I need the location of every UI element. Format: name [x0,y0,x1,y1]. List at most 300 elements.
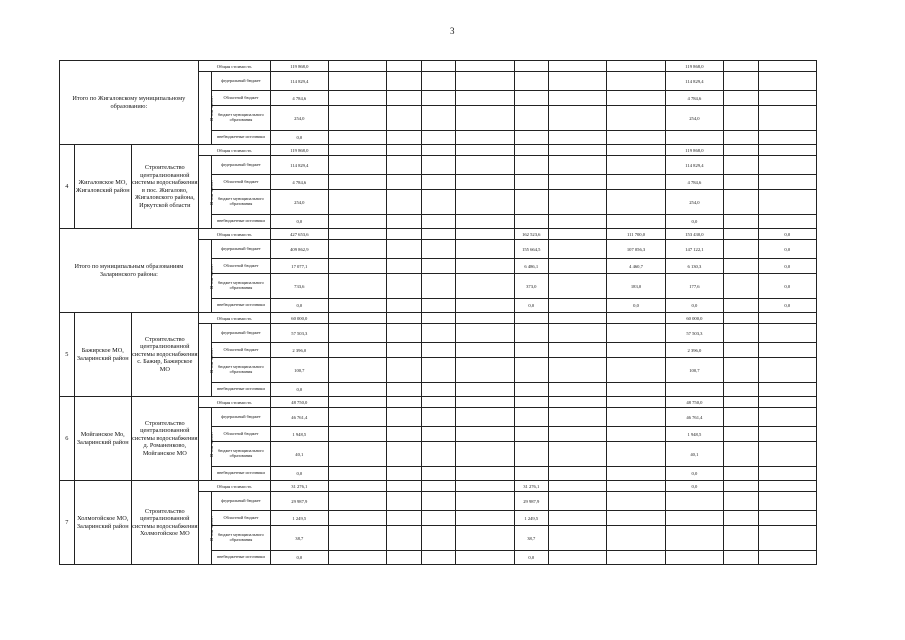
value-cell [514,215,548,229]
value-cell [421,397,455,408]
value-cell: 4 460,7 [607,259,665,274]
item-object-name: Строительство централизованной системы водоснабжения с. Бажир, Бажирское МО [131,313,198,397]
value-cell [758,175,817,190]
value-cell [607,190,665,215]
value-cell [548,442,606,467]
value-cell [329,299,387,313]
value-cell [387,397,421,408]
value-cell [387,259,421,274]
value-cell [724,229,758,240]
value-cell [456,343,514,358]
value-cell [421,72,455,91]
value-cell [421,175,455,190]
value-cell: 114 829,4 [270,72,328,91]
value-cell [607,313,665,324]
value-cell [758,156,817,175]
value-cell [456,259,514,274]
value-cell: 0,0 [665,299,723,313]
value-cell [387,313,421,324]
value-cell: 29 987,9 [270,492,328,511]
value-cell [758,442,817,467]
value-cell: 1 249,5 [270,511,328,526]
value-cell [421,91,455,106]
value-cell [329,145,387,156]
value-cell [387,299,421,313]
source-label: бюджет муниципального образования [212,274,270,299]
value-cell [329,215,387,229]
value-cell [456,427,514,442]
value-cell [758,383,817,397]
value-cell [329,397,387,408]
value-cell [724,61,758,72]
value-cell [548,467,606,481]
value-cell [514,397,548,408]
value-cell [387,145,421,156]
value-cell [724,551,758,565]
value-cell [421,215,455,229]
value-cell [724,442,758,467]
value-cell [724,408,758,427]
value-cell: 0,0 [758,274,817,299]
value-cell [724,313,758,324]
value-cell [724,299,758,313]
value-cell [456,492,514,511]
value-cell [724,91,758,106]
value-cell: 119 868,0 [270,61,328,72]
value-cell: 48 750,0 [270,397,328,408]
in-total-label-text: В том числе: [208,95,214,121]
value-cell [607,526,665,551]
value-cell: 0,0 [270,215,328,229]
value-cell [724,397,758,408]
value-cell [724,511,758,526]
value-cell [758,131,817,145]
value-cell [607,156,665,175]
value-cell: 0,0 [665,481,723,492]
value-cell [329,492,387,511]
item-number: 6 [60,397,75,481]
item-object-name: Строительство централизованной системы водоснабжения д. Романенково, Мойганское МО [131,397,198,481]
value-cell: 153 430,0 [665,229,723,240]
value-cell [456,467,514,481]
value-cell [329,61,387,72]
value-cell [387,106,421,131]
value-cell [607,215,665,229]
in-total-label [198,408,212,481]
value-cell [724,358,758,383]
value-cell [329,313,387,324]
value-cell [758,215,817,229]
value-cell [329,343,387,358]
value-cell [607,511,665,526]
value-cell [329,442,387,467]
value-cell [456,91,514,106]
value-cell [758,106,817,131]
table-body [60,61,817,565]
source-label: федеральный бюджет [212,240,270,259]
value-cell [548,229,606,240]
value-cell [387,72,421,91]
value-cell: 155 664,5 [514,240,548,259]
value-cell [329,526,387,551]
value-cell [421,106,455,131]
value-cell [456,526,514,551]
value-cell [329,72,387,91]
value-cell [456,145,514,156]
source-label: федеральный бюджет [212,156,270,175]
value-cell [758,492,817,511]
value-cell [387,408,421,427]
value-cell [514,358,548,383]
value-cell [421,408,455,427]
value-cell [607,442,665,467]
value-cell [665,131,723,145]
value-cell [514,383,548,397]
value-cell [387,442,421,467]
source-label: бюджет муниципального образования [212,106,270,131]
value-cell [665,492,723,511]
value-cell [758,397,817,408]
value-cell [387,175,421,190]
value-cell [607,72,665,91]
value-cell [548,526,606,551]
value-cell [329,240,387,259]
value-cell [329,551,387,565]
value-cell: 254,0 [665,106,723,131]
value-cell: 1 948,5 [270,427,328,442]
value-cell [758,358,817,383]
value-cell [421,343,455,358]
value-cell [724,343,758,358]
value-cell [456,324,514,343]
source-label: бюджет муниципального образования [212,358,270,383]
value-cell: 40,1 [665,442,723,467]
value-cell [329,229,387,240]
value-cell [514,156,548,175]
value-cell [724,106,758,131]
value-cell [387,343,421,358]
value-cell [421,427,455,442]
value-cell [548,240,606,259]
total-cost-label: Общая стоимость [198,61,270,72]
value-cell [607,61,665,72]
table-row [60,61,817,72]
total-cost-label: Общая стоимость [198,145,270,156]
value-cell [548,324,606,343]
table-row [60,145,817,156]
value-cell: 0,0 [270,467,328,481]
source-label: внебюджетные источники [212,551,270,565]
value-cell [387,131,421,145]
value-cell: 4 784,6 [665,175,723,190]
value-cell [514,175,548,190]
value-cell [329,383,387,397]
value-cell [758,324,817,343]
value-cell [329,175,387,190]
value-cell [456,358,514,383]
value-cell [514,442,548,467]
value-cell [724,324,758,343]
value-cell [758,91,817,106]
value-cell: 29 987,9 [514,492,548,511]
value-cell: 46 761,4 [270,408,328,427]
in-total-label [198,156,212,229]
source-label: Областной бюджет [212,91,270,106]
value-cell [514,131,548,145]
value-cell: 119 868,0 [270,145,328,156]
value-cell [724,131,758,145]
value-cell [456,313,514,324]
value-cell [758,61,817,72]
value-cell: 4 784,6 [270,175,328,190]
value-cell [456,397,514,408]
value-cell [724,145,758,156]
value-cell [329,481,387,492]
value-cell [421,156,455,175]
value-cell: 107 056,3 [607,240,665,259]
value-cell [724,240,758,259]
value-cell [548,383,606,397]
value-cell [548,61,606,72]
value-cell [421,551,455,565]
value-cell: 31 276,1 [514,481,548,492]
value-cell [456,442,514,467]
value-cell [724,427,758,442]
value-cell [758,313,817,324]
value-cell [329,156,387,175]
value-cell: 0,0 [270,551,328,565]
in-total-label [198,240,212,313]
value-cell [421,324,455,343]
value-cell [387,190,421,215]
value-cell: 46 761,4 [665,408,723,427]
item-number: 4 [60,145,75,229]
source-label: Областной бюджет [212,427,270,442]
value-cell: 1 948,5 [665,427,723,442]
value-cell [724,259,758,274]
item-municipality: Мойганское Мо, Заларинский район [74,397,131,481]
value-cell: 119 868,0 [665,61,723,72]
value-cell [724,175,758,190]
item-municipality: Бажирское МО, Заларинский район [74,313,131,397]
value-cell [387,526,421,551]
value-cell [548,91,606,106]
value-cell [607,145,665,156]
source-label: федеральный бюджет [212,408,270,427]
value-cell [607,91,665,106]
value-cell [329,190,387,215]
value-cell [456,156,514,175]
value-cell [456,274,514,299]
value-cell: 57 503,3 [665,324,723,343]
item-object-name: Строительство централизованной системы водоснабжения в пос. Жигалово, Жигаловского района, Иркутской области [131,145,198,229]
value-cell [758,408,817,427]
value-cell [758,467,817,481]
value-cell [607,131,665,145]
value-cell: 427 653,6 [270,229,328,240]
value-cell [456,240,514,259]
value-cell [548,175,606,190]
value-cell [548,481,606,492]
value-cell [548,72,606,91]
value-cell [329,324,387,343]
value-cell: 2 396,0 [270,343,328,358]
item-number: 5 [60,313,75,397]
value-cell: 183,0 [607,274,665,299]
value-cell [758,427,817,442]
value-cell [607,106,665,131]
value-cell [329,408,387,427]
value-cell [421,313,455,324]
value-cell [724,215,758,229]
value-cell [421,383,455,397]
value-cell [387,274,421,299]
in-total-label [198,72,212,145]
value-cell: 0,0 [270,131,328,145]
value-cell: 254,0 [665,190,723,215]
value-cell [387,229,421,240]
value-cell [548,492,606,511]
value-cell [387,156,421,175]
value-cell [724,156,758,175]
value-cell: 733,6 [270,274,328,299]
value-cell [456,408,514,427]
table-row [60,229,817,240]
value-cell [607,408,665,427]
value-cell [548,313,606,324]
value-cell [548,259,606,274]
total-cost-label: Общая стоимость [198,313,270,324]
item-object-name: Строительство централизованной системы водоснабжения Холмогойское МО [131,481,198,565]
value-cell [514,313,548,324]
source-label: бюджет муниципального образования [212,442,270,467]
value-cell [724,274,758,299]
value-cell [387,383,421,397]
value-cell [514,467,548,481]
value-cell [607,427,665,442]
value-cell [387,61,421,72]
value-cell [329,358,387,383]
value-cell: 114 829,4 [665,156,723,175]
value-cell [548,156,606,175]
in-total-label [198,492,212,565]
value-cell [607,343,665,358]
value-cell: 38,7 [514,526,548,551]
value-cell [665,551,723,565]
value-cell [387,240,421,259]
value-cell: 100,7 [665,358,723,383]
value-cell: 409 862,9 [270,240,328,259]
value-cell [387,324,421,343]
value-cell [548,106,606,131]
value-cell [665,526,723,551]
value-cell [456,383,514,397]
value-cell: 1 249,5 [514,511,548,526]
value-cell [607,397,665,408]
value-cell: 60 000,0 [665,313,723,324]
value-cell [514,190,548,215]
value-cell [456,229,514,240]
value-cell: 40,1 [270,442,328,467]
value-cell [758,551,817,565]
value-cell [548,190,606,215]
value-cell [724,72,758,91]
value-cell [548,511,606,526]
value-cell [387,467,421,481]
value-cell: 48 750,0 [665,397,723,408]
value-cell: 2 396,0 [665,343,723,358]
value-cell [329,274,387,299]
value-cell [724,383,758,397]
source-label: внебюджетные источники [212,383,270,397]
total-cost-label: Общая стоимость [198,229,270,240]
value-cell [607,467,665,481]
value-cell [724,467,758,481]
value-cell [724,190,758,215]
source-label: внебюджетные источники [212,131,270,145]
item-number: 7 [60,481,75,565]
value-cell [456,106,514,131]
value-cell [421,358,455,383]
value-cell [421,259,455,274]
value-cell [456,299,514,313]
value-cell: 4 784,6 [270,91,328,106]
value-cell [421,274,455,299]
value-cell: 373,0 [514,274,548,299]
source-label: бюджет муниципального образования [212,526,270,551]
value-cell [758,526,817,551]
in-total-label-text: В том числе: [208,431,214,457]
value-cell [758,145,817,156]
value-cell [329,427,387,442]
value-cell [329,511,387,526]
value-cell [607,175,665,190]
value-cell: 57 503,3 [270,324,328,343]
value-cell [421,467,455,481]
value-cell [548,299,606,313]
value-cell [758,190,817,215]
value-cell [724,481,758,492]
value-cell [456,551,514,565]
value-cell: 6 486,1 [514,259,548,274]
value-cell: 60 000,0 [270,313,328,324]
value-cell [548,408,606,427]
value-cell [665,383,723,397]
value-cell: 0,0 [607,299,665,313]
value-cell [514,91,548,106]
value-cell: 0,0 [270,299,328,313]
value-cell [607,492,665,511]
value-cell: 0,0 [270,383,328,397]
value-cell: 162 523,6 [514,229,548,240]
value-cell: 0,0 [514,551,548,565]
table-row [60,481,817,492]
value-cell [548,131,606,145]
value-cell [665,511,723,526]
item-municipality: Холмогойское МО, Заларинский район [74,481,131,565]
value-cell [456,131,514,145]
value-cell [421,442,455,467]
value-cell: 111 700,0 [607,229,665,240]
value-cell [456,61,514,72]
source-label: Областной бюджет [212,511,270,526]
value-cell: 147 122,1 [665,240,723,259]
value-cell [456,175,514,190]
value-cell [607,383,665,397]
table-row [60,397,817,408]
value-cell [514,106,548,131]
value-cell: 177,6 [665,274,723,299]
